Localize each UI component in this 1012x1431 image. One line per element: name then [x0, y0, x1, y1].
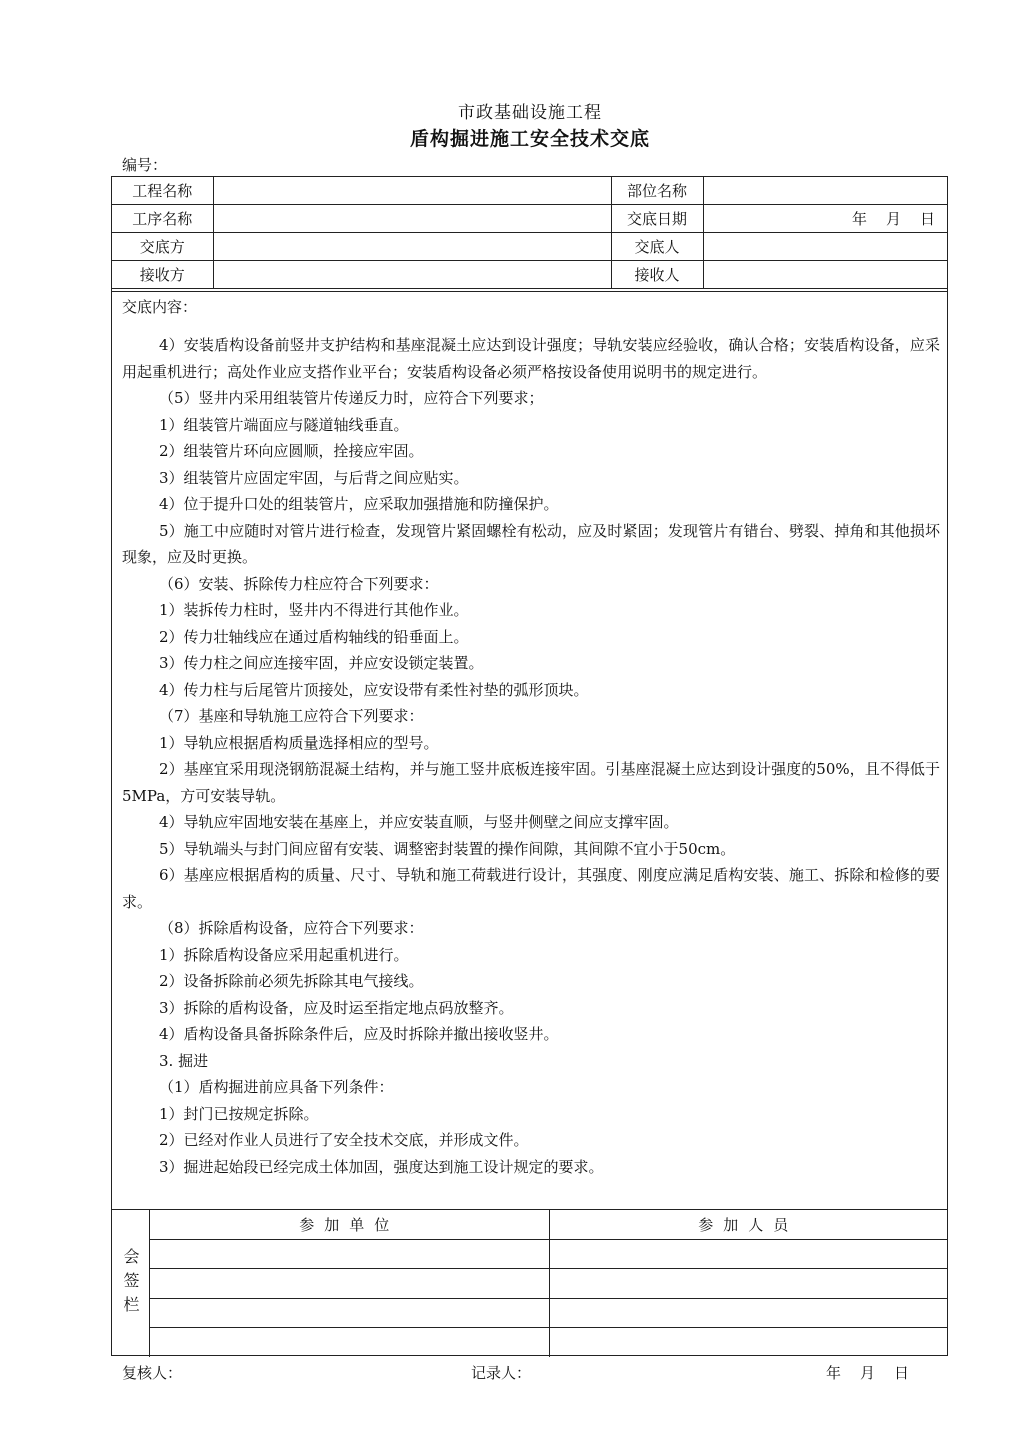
- signoff-label: 会签栏: [112, 1210, 150, 1357]
- content-paragraph: 4）传力柱与后尾管片顶接处，应安设带有柔性衬垫的弧形顶块。: [159, 680, 589, 699]
- process-name-label: 工序名称: [112, 205, 213, 233]
- table-row: [112, 205, 947, 233]
- content-paragraph: 1）装拆传力柱时，竖井内不得进行其他作业。: [159, 601, 469, 619]
- content-paragraph: （5）竖井内采用组装管片传递反力时，应符合下列要求；: [159, 389, 544, 407]
- content-paragraph: 2）组装管片环向应圆顺，拴接应牢固。: [159, 442, 424, 460]
- participating-unit-cell[interactable]: [150, 1328, 549, 1357]
- discloser-person-label: 交底人: [611, 233, 703, 261]
- disclosure-date-field[interactable]: 年 月 日: [703, 205, 947, 233]
- participating-unit-cell[interactable]: [150, 1298, 549, 1328]
- table-row: [150, 1210, 947, 1239]
- content-paragraph: （6）安装、拆除传力柱应符合下列要求：: [159, 574, 439, 593]
- form-frame: [111, 176, 948, 1356]
- process-name-field[interactable]: [213, 205, 611, 233]
- participating-people-cell[interactable]: [549, 1298, 947, 1328]
- content-paragraph: 1）拆除盾构设备应采用起重机进行。: [159, 945, 409, 964]
- discloser-person-field[interactable]: [703, 233, 947, 261]
- page-title: 盾构掘进施工安全技术交底: [409, 128, 650, 150]
- participating-people-cell[interactable]: [549, 1269, 947, 1299]
- content-paragraph: 1）导轨应根据盾构质量选择相应的型号。: [159, 733, 439, 752]
- part-name-label: 部位名称: [611, 177, 703, 205]
- reviewer-label: 复核人：: [122, 1364, 183, 1382]
- table-row: [150, 1239, 947, 1269]
- content-paragraph: 4）盾构设备具备拆除条件后，应及时拆除并撤出接收竖井。: [159, 1025, 559, 1043]
- content-paragraph: 1）组装管片端面应与隧道轴线垂直。: [159, 415, 409, 434]
- content-label: 交底内容：: [122, 298, 198, 316]
- table-row: [150, 1269, 947, 1299]
- content-paragraph: 2）传力壮轴线应在通过盾构轴线的铅垂面上。: [159, 627, 469, 646]
- content-paragraph: 6）基座应根据盾构的质量、尺寸、导轨和施工荷载进行设计，其强度、刚度应满足盾构安装、施工、拆除和检修的要求。: [122, 866, 940, 911]
- receiver-person-label: 接收人: [611, 261, 703, 289]
- content-paragraph: 1）封门已按规定拆除。: [159, 1104, 319, 1123]
- signoff-table: [150, 1210, 947, 1357]
- content-paragraph: 3）组装管片应固定牢固，与后背之间应贴实。: [159, 468, 469, 487]
- info-table: [112, 177, 947, 289]
- receiver-person-field[interactable]: [703, 261, 947, 289]
- content-paragraph: 2）基座宜采用现浇钢筋混凝土结构，并与施工竖井底板连接牢固。引基座混凝土应达到设计强度的50%，且不得低于5MPa，方可安装导轨。: [122, 760, 940, 805]
- participating-people-cell[interactable]: [549, 1239, 947, 1269]
- table-row: [150, 1298, 947, 1328]
- footer-date: 年 月 日: [826, 1364, 912, 1382]
- page-subtitle: 市政基础设施工程: [458, 103, 602, 123]
- disclosure-date-label: 交底日期: [611, 205, 703, 233]
- discloser-party-label: 交底方: [112, 233, 213, 261]
- content-paragraph: （8）拆除盾构设备，应符合下列要求：: [159, 919, 424, 937]
- discloser-party-field[interactable]: [213, 233, 611, 261]
- table-row: [112, 233, 947, 261]
- participating-unit-header: 参加单位: [150, 1210, 549, 1239]
- content-paragraph: 2）已经对作业人员进行了安全技术交底，并形成文件。: [159, 1131, 529, 1149]
- participating-people-header: 参加人员: [549, 1210, 947, 1239]
- table-row: [112, 177, 947, 205]
- project-name-label: 工程名称: [112, 177, 213, 205]
- content-paragraphs: [122, 332, 940, 1180]
- project-name-field[interactable]: [213, 177, 611, 205]
- content-paragraph: 3. 掘进: [159, 1051, 209, 1070]
- receiver-party-label: 接收方: [112, 261, 213, 289]
- content-paragraph: （7）基座和导轨施工应符合下列要求：: [159, 707, 424, 725]
- recorder-label: 记录人：: [471, 1364, 532, 1382]
- content-paragraph: 5）导轨端头与封门间应留有安装、调整密封装置的操作间隙，其间隙不宜小于50cm。: [159, 839, 736, 858]
- participating-people-cell[interactable]: [549, 1328, 947, 1357]
- content-paragraph: （1）盾构掘进前应具备下列条件：: [159, 1078, 394, 1096]
- content-paragraph: 5）施工中应随时对管片进行检查，发现管片紧固螺栓有松动，应及时紧固；发现管片有错台、劈裂、掉角和其他损坏现象，应及时更换。: [122, 521, 940, 566]
- content-paragraph: 2）设备拆除前必须先拆除其电气接线。: [159, 972, 424, 990]
- table-row: [112, 261, 947, 289]
- content-paragraph: 4）位于提升口处的组装管片，应采取加强措施和防撞保护。: [159, 495, 559, 513]
- participating-unit-cell[interactable]: [150, 1269, 549, 1299]
- signoff-section: [112, 1209, 947, 1357]
- part-name-field[interactable]: [703, 177, 947, 205]
- table-row: [150, 1328, 947, 1357]
- serial-number-label: 编号：: [122, 156, 168, 174]
- content-paragraph: 4）安装盾构设备前竖井支护结构和基座混凝土应达到设计强度；导轨安装应经验收，确认合格；安装盾构设备，应采用起重机进行；高处作业应支搭作业平台；安装盾构设备必须严格按设备使用说明书的规定进行。: [122, 336, 940, 381]
- receiver-party-field[interactable]: [213, 261, 611, 289]
- disclosure-content: [112, 291, 947, 1209]
- content-paragraph: 3）拆除的盾构设备，应及时运至指定地点码放整齐。: [159, 998, 514, 1017]
- content-paragraph: 3）掘进起始段已经完成土体加固，强度达到施工设计规定的要求。: [159, 1157, 604, 1176]
- participating-unit-cell[interactable]: [150, 1239, 549, 1269]
- content-paragraph: 3）传力柱之间应连接牢固，并应安设锁定装置。: [159, 654, 484, 672]
- content-paragraph: 4）导轨应牢固地安装在基座上，并应安装直顺，与竖井侧壁之间应支撑牢固。: [159, 813, 679, 831]
